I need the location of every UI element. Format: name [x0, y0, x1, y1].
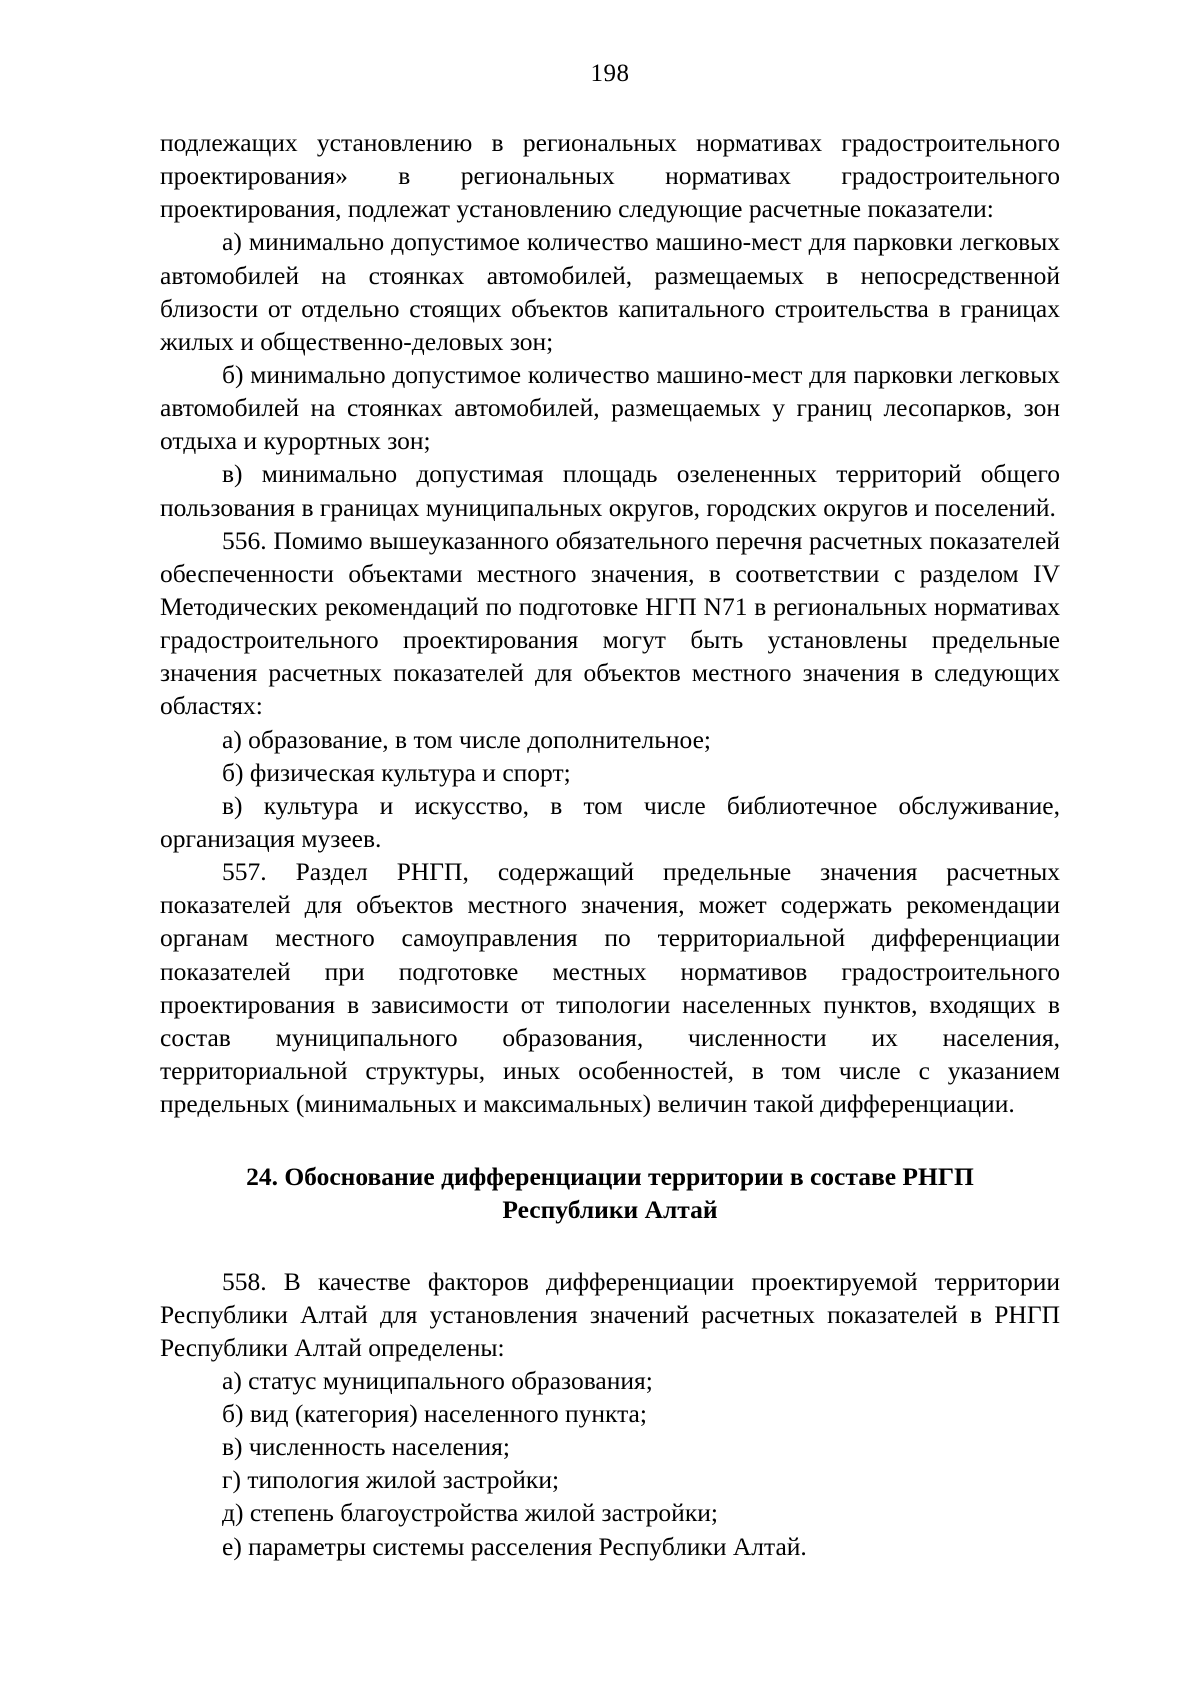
list-item-a-parking-near-buildings: а) минимально допустимое количество машино-мест для парковки легковых автомобилей на стоянках автомобилей, размещаемых в непосредственной близости от отдельно стоящих объектов капитального строительства в границах жилых и общественно-деловых зон; — [160, 227, 1060, 356]
list-item-v-green-areas: в) минимально допустимая площадь озелененных территорий общего пользования в границах муниципальных округов, городских округов и поселений. — [160, 459, 1060, 522]
paragraph-556: 556. Помимо вышеуказанного обязательного перечня расчетных показателей обеспеченности объектами местного значения, в соответствии с разделом IV Методических рекомендаций по подготовке НГП N71 в региональных нормативах градостроительного проектирования могут быть установлены предельные значения расчетных показателей для объектов местного значения в следующих областях: — [160, 525, 1060, 721]
list-item-b-parking-near-parks: б) минимально допустимое количество машино-мест для парковки легковых автомобилей на стоянках автомобилей, размещаемых у границ лесопарков, зон отдыха и курортных зон; — [160, 359, 1060, 456]
paragraph-558: 558. В качестве факторов дифференциации проектируемой территории Республики Алтай для установления значений расчетных показателей в РНГП Республики Алтай определены: — [160, 1266, 1060, 1362]
list-item-v-culture: в) культура и искусство, в том числе библиотечное обслуживание, организация музеев. — [160, 790, 1060, 853]
list-item-g-housing-typology: г) типология жилой застройки; — [222, 1465, 560, 1495]
list-item-d-housing-amenities: д) степень благоустройства жилой застройки; — [222, 1498, 718, 1528]
list-item-b-sport: б) физическая культура и спорт; — [222, 757, 571, 787]
paragraph-continued: подлежащих установлению в региональных нормативах градостроительного проектирования» в региональных нормативах градостроительного проектирования, подлежат установлению следующие расчетные показатели: — [160, 128, 1060, 224]
page-number: 198 — [590, 60, 630, 87]
list-item-a-municipal-status: а) статус муниципального образования; — [222, 1365, 653, 1395]
section-heading-24: 24. Обоснование дифференциации территории в составе РНГП Республики Алтай — [246, 1162, 974, 1225]
list-item-a-education: а) образование, в том числе дополнительное; — [222, 724, 711, 754]
list-item-b-settlement-category: б) вид (категория) населенного пункта; — [222, 1399, 647, 1429]
paragraph-557: 557. Раздел РНГП, содержащий предельные значения расчетных показателей для объектов местного значения, может содержать рекомендации органам местного самоуправления по территориальной дифференциации показателей при подготовке местных нормативов градостроительного проектирования в зависимости от типологии населенных пунктов, входящих в состав муниципального образования, численности их населения, территориальной структуры, иных особенностей, в том числе с указанием предельных (минимальных и максимальных) величин такой дифференциации. — [160, 857, 1060, 1119]
list-item-e-settlement-system: е) параметры системы расселения Республики Алтай. — [222, 1531, 807, 1561]
list-item-v-population: в) численность населения; — [222, 1432, 510, 1462]
